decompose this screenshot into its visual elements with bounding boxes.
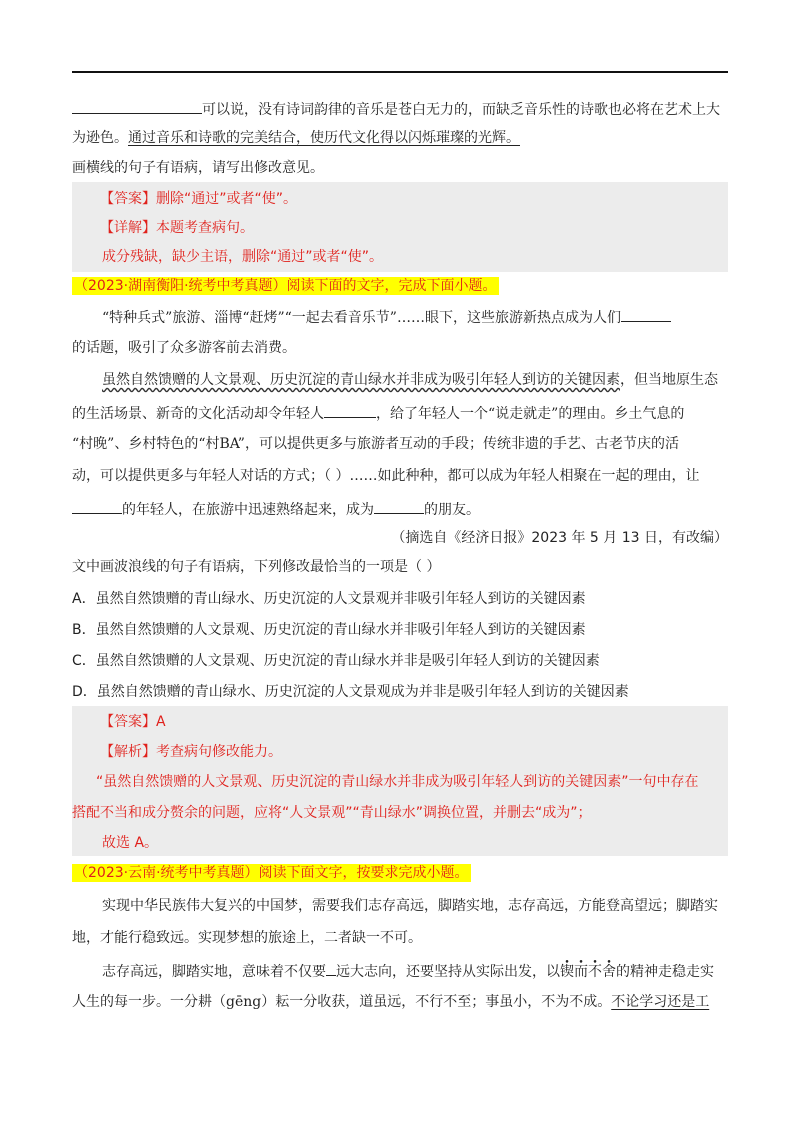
q1-answer <box>100 189 297 209</box>
fill-blank <box>374 498 424 514</box>
q2-p3 <box>72 402 684 424</box>
q2-p2 <box>102 370 718 390</box>
passage-text: 远大志向，还要坚持从实际出发，以 <box>336 964 560 980</box>
passage-text: 志存高远，脚踏实地，意味着不仅要 <box>102 964 326 980</box>
underlined-sentence: 不论学习还是工 <box>611 994 710 1010</box>
q1-question: 画横线的句子有语病，请写出修改意见。 <box>72 160 324 176</box>
passage-text: ，给了年轻人一个“说走就走”的理由。乡土气息的 <box>376 406 685 422</box>
underlined-sentence: 通过音乐和诗歌的完美结合，使历代文化得以闪烁璀璨的光辉。 <box>128 130 520 146</box>
option-b[interactable]: B．虽然自然馈赠的人文景观、历史沉淀的青山绿水并非吸引年轻人到访的关键因素 <box>72 622 586 638</box>
wavy-sentence: 虽然自然馈赠的人文景观、历史沉淀的青山绿水并非成为吸引年轻人到访的关键因素 <box>102 372 620 388</box>
dotted-char: 舍 <box>602 964 616 980</box>
q3-p2 <box>102 960 714 982</box>
answer-text: A <box>156 714 166 730</box>
analysis-body: “虽然自然馈赠的人文景观、历史沉淀的青山绿水并非成为吸引年轻人到访的关键因素”一句中存在 <box>96 774 699 790</box>
source-tag: （2023·湖南衡阳·统考中考真题）阅读下面的文字，完成下面小题。 <box>74 278 497 294</box>
passage-text: 地，才能行稳致远。实现梦想的旅途上，二者缺一不可。 <box>72 930 422 946</box>
q3-source-line <box>72 863 471 883</box>
q2-answer <box>100 712 166 732</box>
fill-blank <box>324 402 376 418</box>
analysis-tag: 【解析】 <box>100 744 156 760</box>
passage-text: 的年轻人，在旅游中迅速熟络起来，成为 <box>122 502 374 518</box>
answer-tag: 【答案】 <box>100 191 156 207</box>
dotted-char: 锲 <box>560 964 574 980</box>
q1-detail-body: 成分残缺，缺少主语，删除“通过”或者“使”。 <box>102 249 384 265</box>
dotted-char: 不 <box>588 964 602 980</box>
passage-text: “村晚”、乡村特色的“村BA”，可以提供更多与旅游者互动的手段；传统非遗的手艺、古老节庆的活 <box>72 436 679 452</box>
source-tag: （2023·云南·统考中考真题）阅读下面文字，按要求完成小题。 <box>74 865 469 881</box>
fill-blank <box>326 960 336 976</box>
passage-text: 实现中华民族伟大复兴的中国梦，需要我们志存高远，脚踏实地，志存高远，方能登高望远；脚踏实 <box>102 898 718 914</box>
q1-line1 <box>72 98 720 120</box>
q3-p3 <box>72 992 709 1012</box>
answer-tag: 【答案】 <box>100 714 156 730</box>
q2-p6 <box>72 498 480 520</box>
answer-text: 删除“通过”或者“使”。 <box>156 191 298 207</box>
dotted-char: 而 <box>574 964 588 980</box>
q2-question: 文中画波浪线的句子有语病，下列修改最恰当的一项是（ ） <box>72 559 441 575</box>
passage-text: 动，可以提供更多与年轻人对话的方式；（ ）……如此种种，都可以成为年轻人相聚在一起的理由，让 <box>72 468 700 484</box>
analysis-text: 考查病句修改能力。 <box>156 744 282 760</box>
option-a[interactable]: A．虽然自然馈赠的青山绿水、历史沉淀的人文景观并非吸引年轻人到访的关键因素 <box>72 591 586 607</box>
q2-p1a <box>102 306 671 328</box>
passage-text: ，但当地原生态 <box>620 372 718 388</box>
q2-analysis <box>100 742 282 762</box>
q1-text: 可以说，没有诗词韵律的音乐是苍白无力的，而缺乏音乐性的诗歌也必将在艺术上大 <box>202 102 720 118</box>
option-c[interactable]: C．虽然自然馈赠的人文景观、历史沉淀的青山绿水并非是吸引年轻人到访的关键因素 <box>72 653 600 669</box>
passage-text: 的精神走稳走实 <box>616 964 714 980</box>
fill-blank <box>72 498 122 514</box>
q1-detail <box>100 218 254 238</box>
citation: （摘选自《经济日报》2023 年 5 月 13 日，有改编） <box>391 530 728 546</box>
option-d[interactable]: D．虽然自然馈赠的青山绿水、历史沉淀的人文景观成为并非是吸引年轻人到访的关键因素 <box>72 684 629 700</box>
q1-line2 <box>72 128 520 148</box>
passage-text: 的话题，吸引了众多游客前去消费。 <box>72 340 296 356</box>
fill-blank <box>621 306 671 322</box>
analysis-body: 故选 A。 <box>102 835 159 851</box>
q2-source-line <box>72 276 499 296</box>
fill-blank <box>72 98 202 114</box>
header-rule <box>72 71 728 73</box>
document-page <box>72 0 728 1132</box>
passage-text: 人生的每一步。一分耕（gēng）耘一分收获，道虽远，不行不至；事虽小，不为不成。 <box>72 994 612 1010</box>
detail-text: 本题考查病句。 <box>156 220 254 236</box>
passage-text: 的朋友。 <box>424 502 480 518</box>
passage-text: “特种兵式”旅游、淄博“赶烤”“一起去看音乐节”……眼下，这些旅游新热点成为人们 <box>102 310 621 326</box>
analysis-body: 搭配不当和成分赘余的问题，应将“人文景观”“青山绿水”调换位置，并删去“成为”； <box>72 805 592 821</box>
detail-tag: 【详解】 <box>100 220 156 236</box>
passage-text: 的生活场景、新奇的文化活动却令年轻人 <box>72 406 324 422</box>
q1-text: 为逊色。 <box>72 130 128 146</box>
